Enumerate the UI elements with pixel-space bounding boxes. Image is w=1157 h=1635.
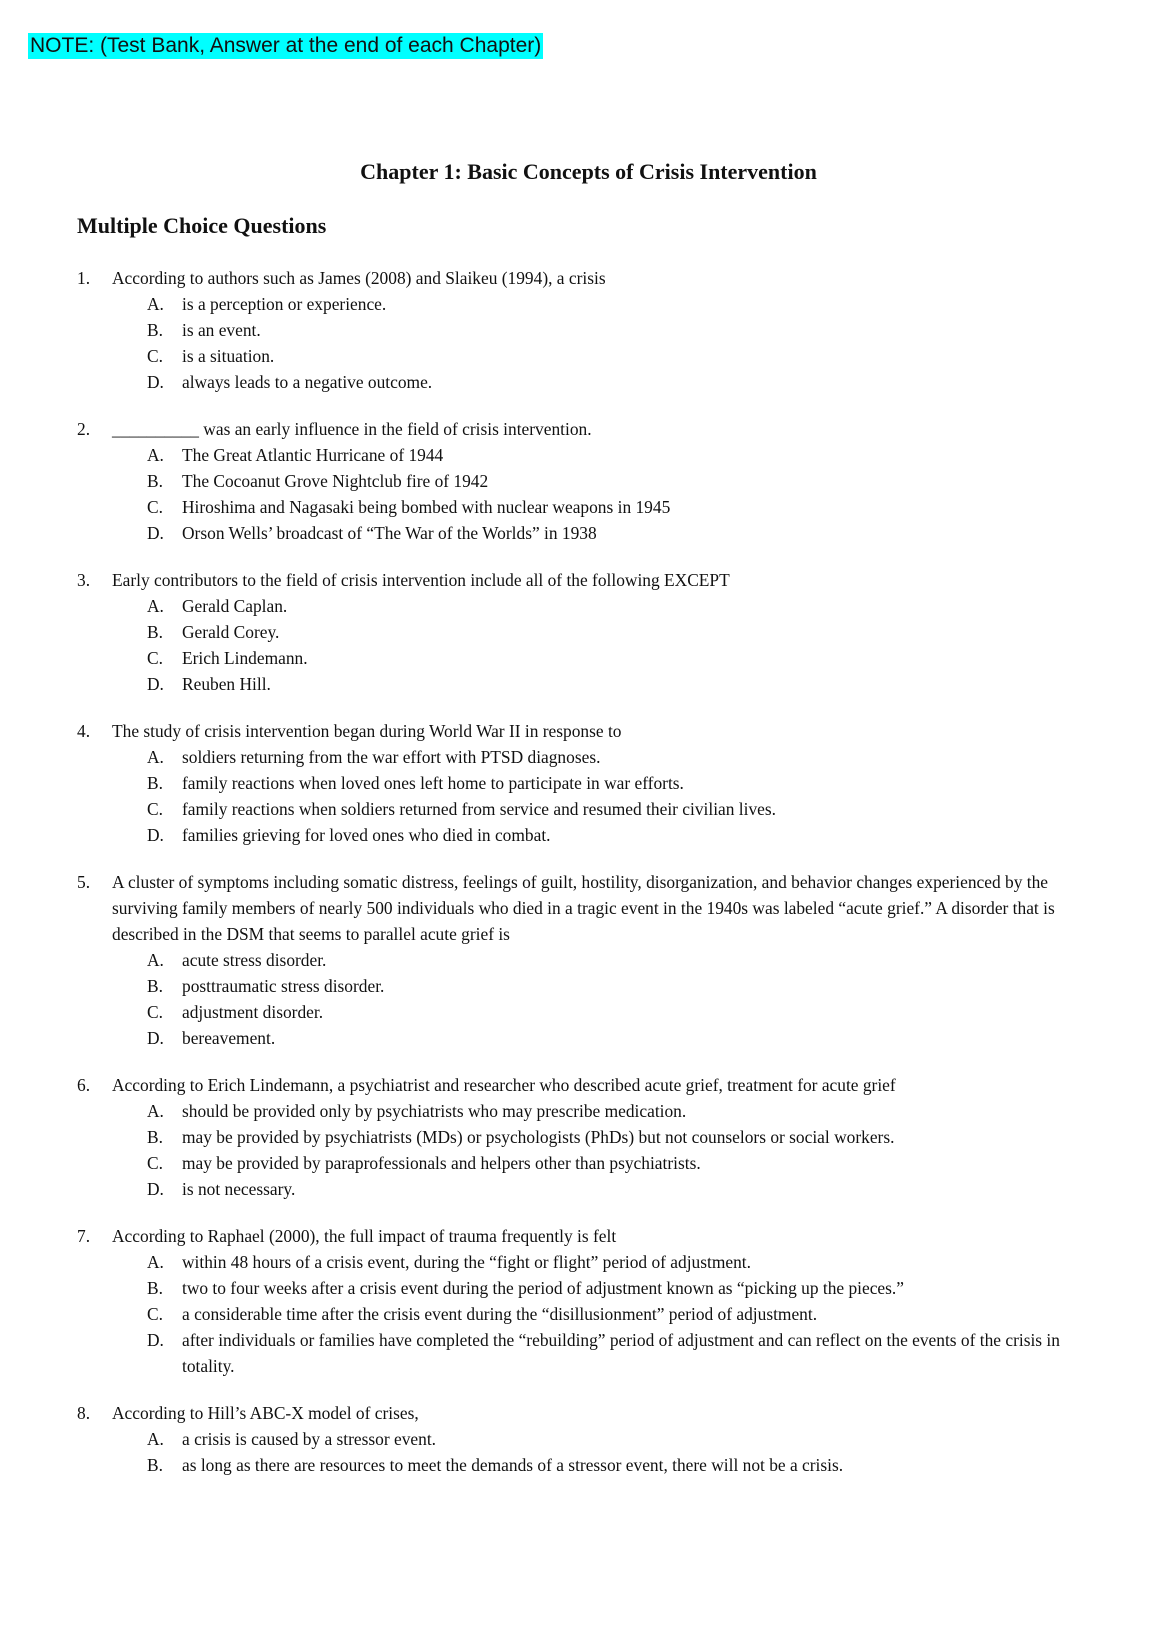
option-text: Reuben Hill. xyxy=(182,674,271,694)
option-text: posttraumatic stress disorder. xyxy=(182,976,385,996)
answer-option xyxy=(0,770,1082,796)
answer-options xyxy=(0,1249,1157,1379)
answer-option xyxy=(0,468,1082,494)
answer-option xyxy=(0,1025,1082,1051)
answer-option xyxy=(0,973,1082,999)
option-text: a considerable time after the crisis event during the “disillusionment” period of adjustment. xyxy=(182,1304,818,1324)
answer-option xyxy=(0,744,1082,770)
answer-option xyxy=(0,1098,1082,1124)
question-number: 6. xyxy=(77,1075,91,1095)
question-stem xyxy=(0,567,1112,593)
answer-option xyxy=(0,1124,1082,1150)
question-stem xyxy=(0,718,1112,744)
option-letter: D. xyxy=(147,1179,164,1199)
option-text: two to four weeks after a crisis event during the period of adjustment known as “picking up the pieces.” xyxy=(182,1278,904,1298)
question-text: __________ was an early influence in the field of crisis intervention. xyxy=(112,419,592,439)
option-text: after individuals or families have completed the “rebuilding” period of adjustment and can reflect on the events of the crisis in totality. xyxy=(182,1330,1060,1376)
option-text: Gerald Caplan. xyxy=(182,596,288,616)
question-text: A cluster of symptoms including somatic distress, feelings of guilt, hostility, disorganization, and behavior changes experienced by the surviving family members of nearly 500 individuals who died in a tragic event in the 1940s was labeled “acute grief.” A disorder that is described in the DSM that seems to parallel acute grief is xyxy=(112,872,1055,944)
option-letter: C. xyxy=(147,799,163,819)
answer-options xyxy=(0,947,1157,1051)
question-number: 2. xyxy=(77,419,91,439)
option-letter: A. xyxy=(147,445,164,465)
option-letter: B. xyxy=(147,1278,163,1298)
answer-option xyxy=(0,796,1082,822)
option-letter: A. xyxy=(147,294,164,314)
option-text: Hiroshima and Nagasaki being bombed with nuclear weapons in 1945 xyxy=(182,497,671,517)
answer-options xyxy=(0,1426,1157,1478)
question-number: 8. xyxy=(77,1403,91,1423)
question-stem xyxy=(0,1223,1112,1249)
question-item xyxy=(0,718,1157,848)
answer-option xyxy=(0,1275,1082,1301)
option-letter: A. xyxy=(147,596,164,616)
option-letter: C. xyxy=(147,1153,163,1173)
answer-option xyxy=(0,1301,1082,1327)
answer-option xyxy=(0,671,1082,697)
answer-option xyxy=(0,520,1082,546)
question-item xyxy=(0,1072,1157,1202)
option-letter: B. xyxy=(147,976,163,996)
question-item xyxy=(0,869,1157,1051)
answer-options xyxy=(0,593,1157,697)
answer-option xyxy=(0,593,1082,619)
option-text: always leads to a negative outcome. xyxy=(182,372,433,392)
option-letter: C. xyxy=(147,1304,163,1324)
option-letter: D. xyxy=(147,1028,164,1048)
option-letter: A. xyxy=(147,1429,164,1449)
option-text: family reactions when loved ones left home to participate in war efforts. xyxy=(182,773,684,793)
answer-option xyxy=(0,999,1082,1025)
question-item xyxy=(0,265,1157,395)
option-text: is a perception or experience. xyxy=(182,294,387,314)
option-letter: A. xyxy=(147,747,164,767)
option-letter: C. xyxy=(147,497,163,517)
option-text: bereavement. xyxy=(182,1028,276,1048)
option-text: acute stress disorder. xyxy=(182,950,327,970)
answer-option xyxy=(0,494,1082,520)
option-letter: A. xyxy=(147,1101,164,1121)
question-number: 5. xyxy=(77,872,91,892)
answer-options xyxy=(0,744,1157,848)
option-letter: B. xyxy=(147,773,163,793)
option-letter: B. xyxy=(147,1455,163,1475)
question-text: According to Erich Lindemann, a psychiatrist and researcher who described acute grief, treatment for acute grief xyxy=(112,1075,896,1095)
question-text: According to authors such as James (2008) and Slaikeu (1994), a crisis xyxy=(112,268,606,288)
option-letter: C. xyxy=(147,346,163,366)
option-text: Erich Lindemann. xyxy=(182,648,308,668)
question-number: 4. xyxy=(77,721,91,741)
answer-option xyxy=(0,1327,1082,1379)
question-stem xyxy=(0,1400,1112,1426)
answer-option xyxy=(0,442,1082,468)
answer-option xyxy=(0,317,1082,343)
option-letter: D. xyxy=(147,1330,164,1350)
question-text: According to Hill’s ABC-X model of crises, xyxy=(112,1403,419,1423)
question-stem xyxy=(0,1072,1112,1098)
option-letter: C. xyxy=(147,1002,163,1022)
answer-options xyxy=(0,442,1157,546)
question-text: The study of crisis intervention began during World War II in response to xyxy=(112,721,622,741)
answer-options xyxy=(0,291,1157,395)
question-text: According to Raphael (2000), the full impact of trauma frequently is felt xyxy=(112,1226,617,1246)
option-letter: B. xyxy=(147,1127,163,1147)
option-text: should be provided only by psychiatrists who may prescribe medication. xyxy=(182,1101,687,1121)
option-text: Orson Wells’ broadcast of “The War of the Worlds” in 1938 xyxy=(182,523,597,543)
option-letter: B. xyxy=(147,622,163,642)
option-letter: D. xyxy=(147,372,164,392)
answer-option xyxy=(0,947,1082,973)
option-text: The Cocoanut Grove Nightclub fire of 1942 xyxy=(182,471,489,491)
option-letter: A. xyxy=(147,1252,164,1272)
option-text: soldiers returning from the war effort with PTSD diagnoses. xyxy=(182,747,601,767)
option-text: may be provided by psychiatrists (MDs) or psychologists (PhDs) but not counselors or social workers. xyxy=(182,1127,895,1147)
answer-option xyxy=(0,1150,1082,1176)
question-item xyxy=(0,1400,1157,1478)
question-item xyxy=(0,1223,1157,1379)
question-number: 7. xyxy=(77,1226,91,1246)
option-text: as long as there are resources to meet the demands of a stressor event, there will not be a crisis. xyxy=(182,1455,844,1475)
question-item xyxy=(0,567,1157,697)
answer-option xyxy=(0,645,1082,671)
option-letter: D. xyxy=(147,674,164,694)
note-banner: NOTE: (Test Bank, Answer at the end of each Chapter) xyxy=(30,34,542,57)
chapter-title: Chapter 1: Basic Concepts of Crisis Intervention xyxy=(360,159,817,184)
question-stem xyxy=(0,416,1112,442)
question-item xyxy=(0,416,1157,546)
answer-option xyxy=(0,343,1082,369)
option-text: is an event. xyxy=(182,320,261,340)
option-text: a crisis is caused by a stressor event. xyxy=(182,1429,437,1449)
option-text: families grieving for loved ones who died in combat. xyxy=(182,825,551,845)
question-stem xyxy=(0,869,1112,947)
answer-options xyxy=(0,1098,1157,1202)
section-title: Multiple Choice Questions xyxy=(77,213,327,238)
option-text: within 48 hours of a crisis event, during the “fight or flight” period of adjustment. xyxy=(182,1252,751,1272)
option-letter: C. xyxy=(147,648,163,668)
option-letter: B. xyxy=(147,471,163,491)
option-text: adjustment disorder. xyxy=(182,1002,324,1022)
question-number: 3. xyxy=(77,570,91,590)
option-letter: D. xyxy=(147,523,164,543)
answer-option xyxy=(0,1426,1082,1452)
option-text: The Great Atlantic Hurricane of 1944 xyxy=(182,445,444,465)
option-text: is not necessary. xyxy=(182,1179,296,1199)
option-text: family reactions when soldiers returned from service and resumed their civilian lives. xyxy=(182,799,776,819)
option-letter: B. xyxy=(147,320,163,340)
option-letter: A. xyxy=(147,950,164,970)
answer-option xyxy=(0,369,1082,395)
option-letter: D. xyxy=(147,825,164,845)
answer-option xyxy=(0,1176,1082,1202)
answer-option xyxy=(0,1452,1082,1478)
answer-option xyxy=(0,291,1082,317)
answer-option xyxy=(0,619,1082,645)
question-text: Early contributors to the field of crisis intervention include all of the following EXCEPT xyxy=(112,570,730,590)
question-number: 1. xyxy=(77,268,91,288)
option-text: is a situation. xyxy=(182,346,275,366)
answer-option xyxy=(0,822,1082,848)
question-list xyxy=(0,265,1157,1499)
option-text: Gerald Corey. xyxy=(182,622,280,642)
answer-option xyxy=(0,1249,1082,1275)
option-text: may be provided by paraprofessionals and helpers other than psychiatrists. xyxy=(182,1153,701,1173)
question-stem xyxy=(0,265,1112,291)
